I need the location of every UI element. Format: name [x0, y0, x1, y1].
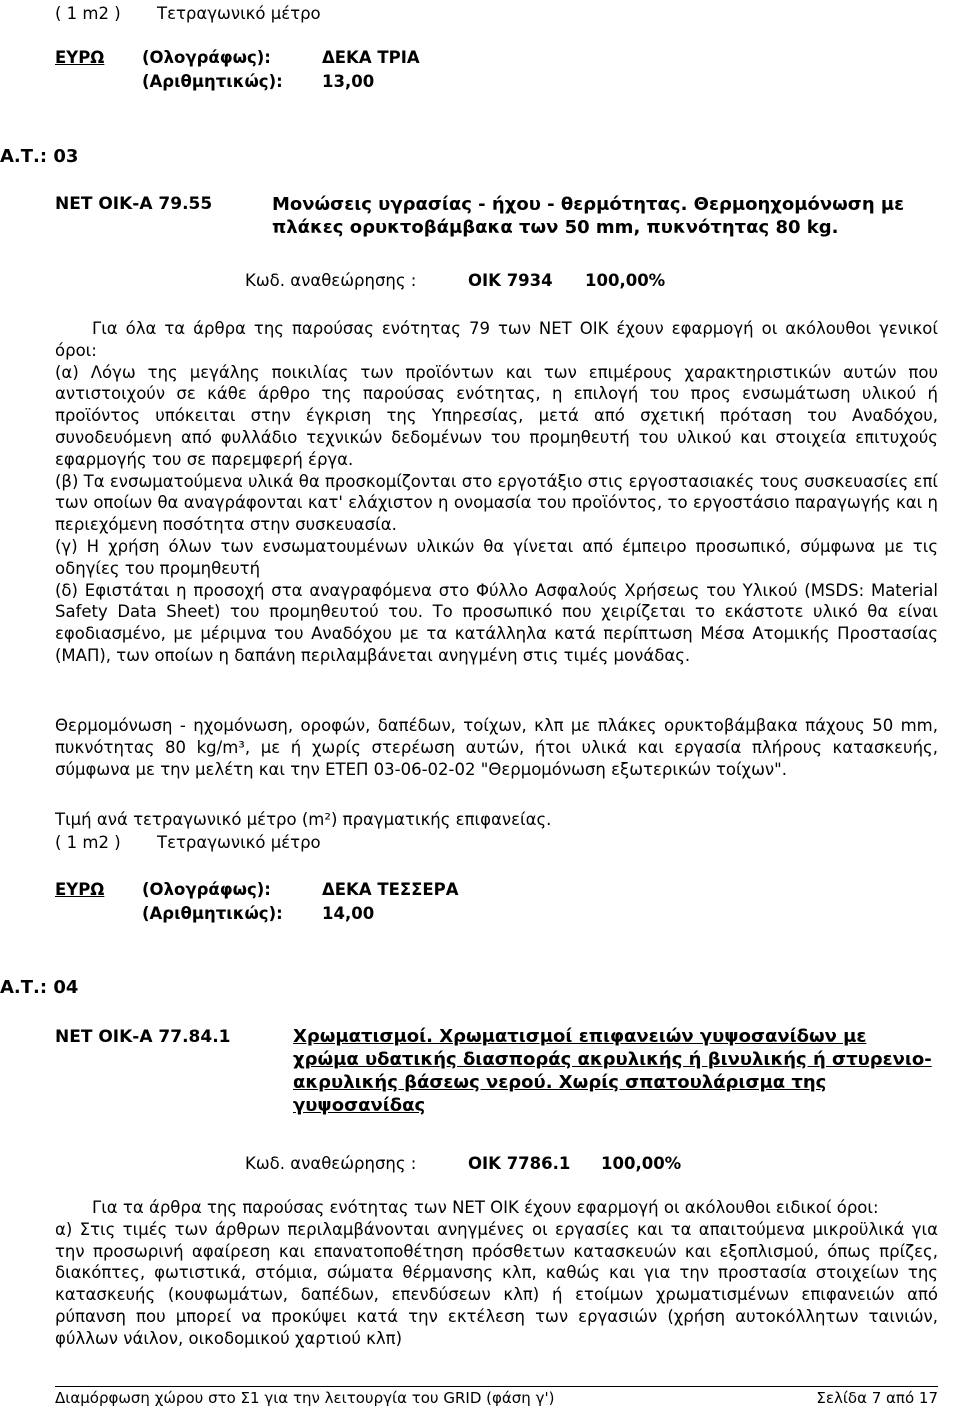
article-04-rev-label: Κωδ. αναθεώρησης : — [245, 1154, 417, 1173]
price-numeric-value-top: 13,00 — [322, 72, 375, 91]
article-04-special-terms — [55, 1197, 938, 1350]
article-03-title-line2: πλάκες ορυκτοβάμβακα των 50 mm, πυκνότητας 80 kg. — [272, 217, 839, 238]
article-04-title-line4: γυψοσανίδας — [293, 1095, 426, 1116]
footer-project-title: Διαμόρφωση χώρου στο Σ1 για την λειτουργία του GRID (φάση γ') — [55, 1389, 555, 1407]
article-03-rev-percent: 100,00% — [585, 271, 666, 290]
article-04-title-line1: Χρωματισμοί. Χρωματισμοί επιφανειών γυψοσανίδων με — [293, 1026, 867, 1047]
price-words-value-top: ΔΕΚΑ ΤΡΙΑ — [322, 48, 420, 67]
article-03-unit-qty: ( 1 m2 ) — [55, 833, 121, 852]
general-terms-b: (β) Τα ενσωματούμενα υλικά θα προσκομίζονται στο εργοτάξιο στις εργοστασιακές τους συσκευασίες επί των οποίων θα αναγράφονται κατ' ελάχιστον η ονομασία του προϊόντος, το εργοστάσιο παραγωγής και η περιεχόμενη ποσότητα στην συσκευασία. — [55, 471, 938, 535]
price-words-value-03: ΔΕΚΑ ΤΕΣΣΕΡΑ — [322, 880, 459, 899]
special-terms-intro: Για τα άρθρα της παρούσας ενότητας των ΝΕΤ ΟΙΚ έχουν εφαρμογή οι ακόλουθοι ειδικοί όροι: — [92, 1198, 879, 1217]
article-03-rev-code: ΟΙΚ 7934 — [468, 271, 553, 290]
article-03-code: ΝΕΤ ΟΙΚ-Α 79.55 — [55, 194, 213, 214]
article-03-unit-text: Τιμή ανά τετραγωνικό μέτρο (m²) πραγματικής επιφανείας. — [55, 810, 552, 829]
article-04-rev-percent: 100,00% — [601, 1154, 682, 1173]
article-03-unit-name: Τετραγωνικό μέτρο — [157, 833, 321, 852]
unit-qty-top: ( 1 m2 ) — [55, 4, 121, 23]
general-terms-c: (γ) Η χρήση όλων των ενσωματουμένων υλικών θα γίνεται από έμπειρο προσωπικό, σύμφωνα με τις οδηγίες του προμηθευτή — [55, 536, 938, 578]
article-03-title-line1: Μονώσεις υγρασίας - ήχου - θερμότητας. Θερμοηχομόνωση με — [272, 194, 905, 215]
currency-label-03: ΕΥΡΩ — [55, 880, 105, 899]
article-03-title — [272, 193, 904, 239]
price-numeric-label-top: (Αριθμητικώς): — [142, 72, 283, 91]
article-04-title-line3: ακρυλικής βάσεως νερού. Χωρίς σπατουλάρισμα της — [293, 1072, 827, 1093]
general-terms-d: (δ) Εφιστάται η προσοχή στα αναγραφόμενα στο Φύλλο Ασφαλούς Χρήσεως του Υλικού (MSDS: Material Safety Data Sheet) του προμηθευτού του. Το προσωπικό που χειρίζεται το εκάστοτε υλικό θα είναι εφοδιασμένο, με μέριμνα του Αναδόχου με τα κατάλληλα κατά περίπτωση Μέσα Ατομικής Προστασίας (ΜΑΠ), των οποίων η δαπάνη περιλαμβάνεται ανηγμένη στις τιμές μονάδας. — [55, 580, 938, 665]
article-03-rev-label: Κωδ. αναθεώρησης : — [245, 271, 417, 290]
unit-name-top: Τετραγωνικό μέτρο — [157, 4, 321, 23]
article-03-description: Θερμομόνωση - ηχομόνωση, οροφών, δαπέδων, τοίχων, κλπ με πλάκες ορυκτοβάμβακα πάχους 50 mm, πυκνότητας 80 kg/m³, με ή χωρίς στερέωση αυτών, ήτοι υλικά και εργασία πλήρους κατασκευής, σύμφωνα με την μελέτη και την ΕΤΕΠ 03-06-02-02 "Θερμομόνωση εξωτερικών τοίχων". — [55, 716, 938, 779]
article-04-title — [293, 1025, 958, 1117]
price-words-label-03: (Ολογράφως): — [142, 880, 271, 899]
article-04-label: Α.Τ.: 04 — [0, 977, 79, 998]
currency-label-top: ΕΥΡΩ — [55, 48, 105, 67]
article-04-title-line2: χρώμα υδατικής διασποράς ακρυλικής ή βινυλικής ή στυρενιο- — [293, 1049, 932, 1070]
price-words-label-top: (Ολογράφως): — [142, 48, 271, 67]
article-04-code: ΝΕΤ ΟΙΚ-Α 77.84.1 — [55, 1027, 231, 1047]
general-terms-intro: Για όλα τα άρθρα της παρούσας ενότητας 79 των ΝΕΤ ΟΙΚ έχουν εφαρμογή οι ακόλουθοι γενικοί όροι: — [55, 319, 938, 360]
article-03-label: Α.Τ.: 03 — [0, 146, 79, 167]
article-04-rev-code: ΟΙΚ 7786.1 — [468, 1154, 571, 1173]
page-footer — [55, 1386, 938, 1407]
price-numeric-label-03: (Αριθμητικώς): — [142, 904, 283, 923]
price-numeric-value-03: 14,00 — [322, 904, 375, 923]
footer-page-number: Σελίδα 7 από 17 — [816, 1389, 938, 1407]
general-terms-a: (α) Λόγω της μεγάλης ποικιλίας των προϊόντων και των επιμέρους χαρακτηριστικών αυτών που αντιστοιχούν σε κάθε άρθρο της παρούσας ενότητας, η επιλογή του προς ενσωμάτωση υλικού ή προϊόντος υπόκειται στην έγκριση της Υπηρεσίας, μετά από σχετική πρόταση του Αναδόχου, συνοδευόμενη από φυλλάδιο τεχνικών δεδομένων του προμηθευτή του υλικού και στοιχεία επιτυχούς εφαρμογής του σε παρεμφερή έργα. — [55, 362, 938, 469]
special-terms-a: α) Στις τιμές των άρθρων περιλαμβάνονται ανηγμένες οι εργασίες και τα απαιτούμενα μικροϋλικά για την προσωρινή αφαίρεση και επανατοποθέτηση πρόσθετων κατασκευών και εξοπλισμού, όπως πρίζες, διακόπτες, φωτιστικά, στόμια, σώματα θέρμανσης κλπ, καθώς και για την προστασία στοιχείων της κατασκευής (κουφωμάτων, δαπέδων, επενδύσεων κλπ) ή ετοίμων χρωματισμένων επιφανειών από ρύπανση που μπορεί να προκύψει κατά την εκτέλεση των εργασιών (χρήση αυτοκόλλητων ταινιών, φύλλων νάιλον, οικοδομικού χαρτιού κλπ) — [55, 1219, 938, 1348]
article-03-general-terms — [55, 318, 938, 667]
